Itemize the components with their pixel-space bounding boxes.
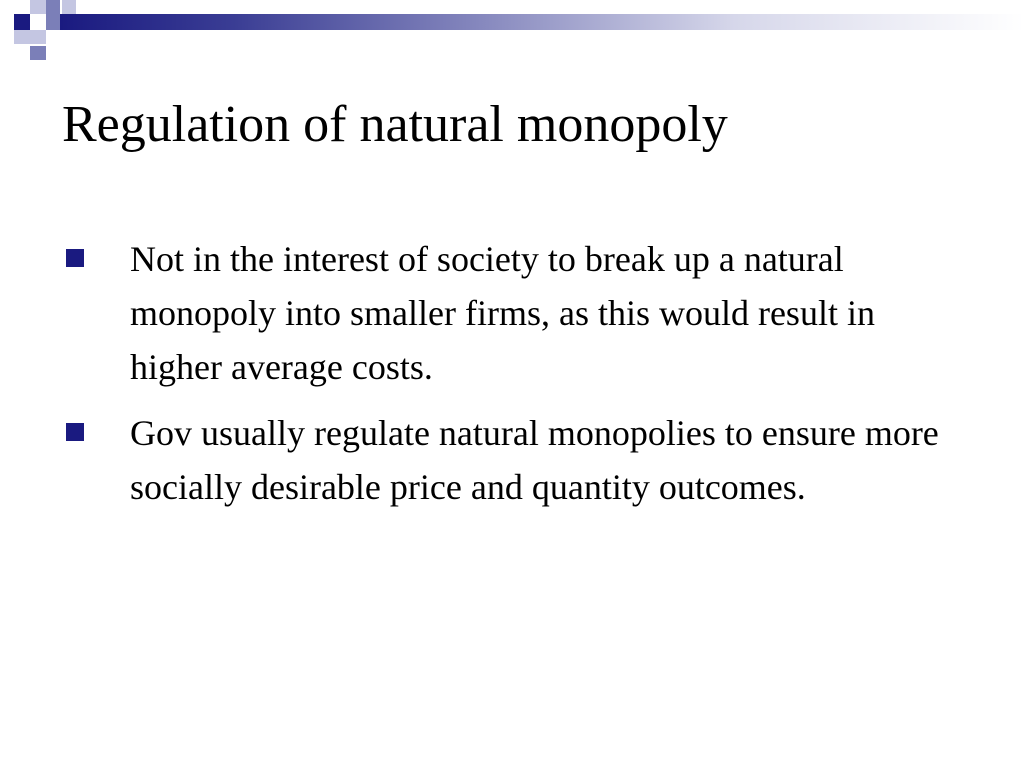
- bullet-item: [60, 406, 940, 514]
- header-gradient-band: [60, 14, 1024, 30]
- bullet-item: [60, 232, 940, 394]
- header-square-decor: [46, 14, 60, 30]
- square-bullet-icon: [66, 423, 84, 441]
- header-square-decor: [30, 0, 46, 14]
- header-square-decor: [30, 30, 46, 44]
- square-bullet-icon: [66, 249, 84, 267]
- header-square-decor: [14, 14, 30, 30]
- bullet-list: [60, 232, 940, 526]
- bullet-text: Gov usually regulate natural monopolies to ensure more socially desirable price and quantity outcomes.: [130, 413, 939, 507]
- header-square-decor: [62, 0, 76, 14]
- bullet-text: Not in the interest of society to break up a natural monopoly into smaller firms, as this would result in higher average costs.: [130, 239, 875, 387]
- header-square-decor: [14, 30, 30, 44]
- slide-title: Regulation of natural monopoly: [62, 96, 728, 153]
- header-square-decor: [46, 0, 60, 14]
- header-square-decor: [30, 46, 46, 60]
